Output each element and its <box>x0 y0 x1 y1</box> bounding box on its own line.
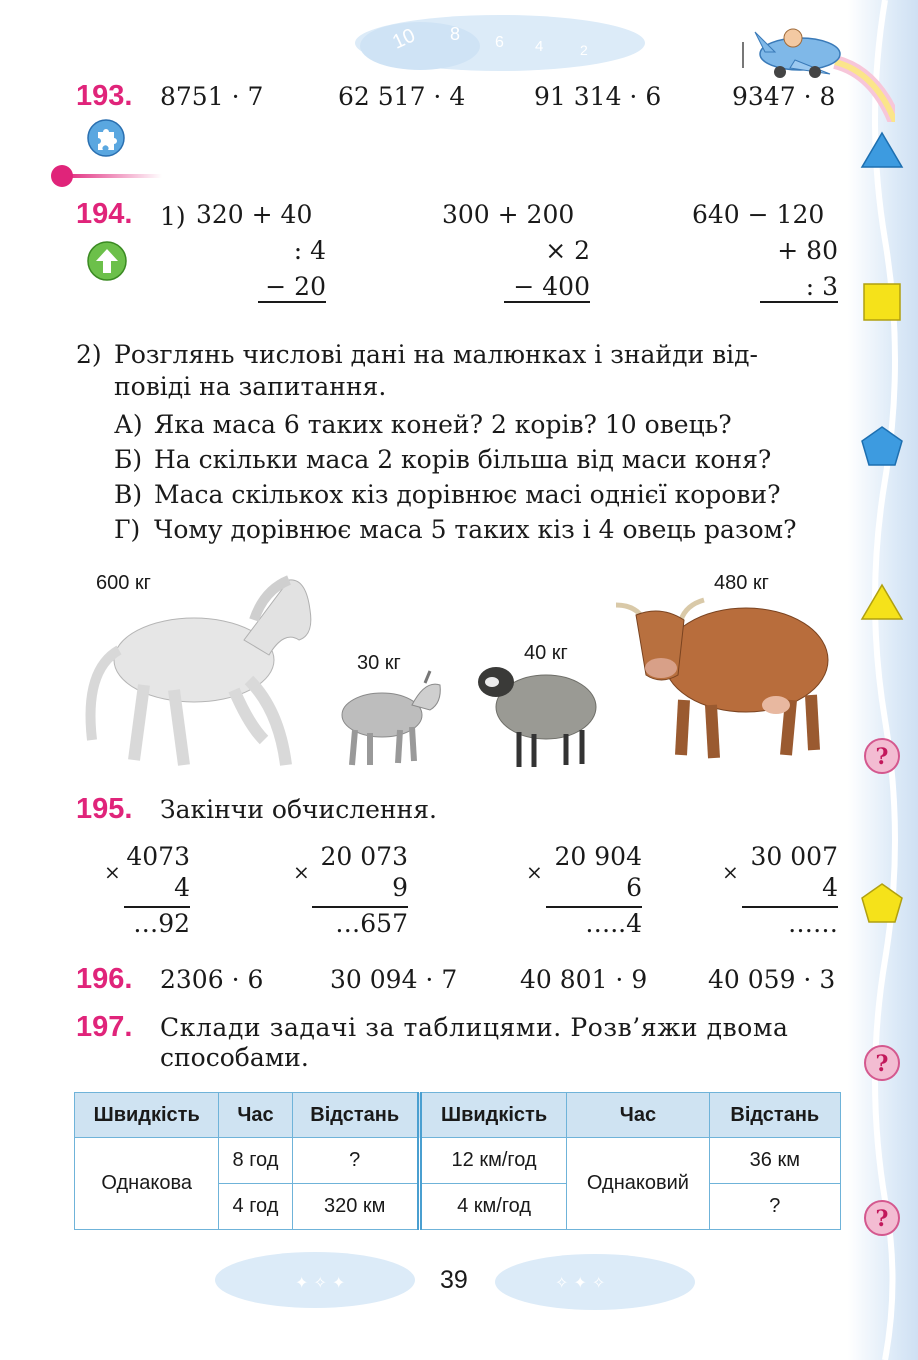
exercise-number: 193. <box>76 80 133 112</box>
cloud-number: 10 <box>389 24 419 54</box>
chain-step: × 2 <box>545 236 590 265</box>
table-cell: 8 год <box>219 1138 292 1184</box>
chain-step: : 4 <box>293 236 326 265</box>
multiplier: 9 <box>392 873 408 902</box>
multiply-sign: × <box>526 860 543 884</box>
pentagon-icon <box>860 425 904 467</box>
cow-mass: 480 кг <box>714 572 769 594</box>
partial-result: …657 <box>335 909 408 938</box>
expression: 91 314 · 6 <box>534 82 662 111</box>
sheep-image <box>474 652 602 770</box>
triangle-icon <box>860 130 904 170</box>
svg-text:?: ? <box>875 1206 889 1232</box>
cow-image <box>606 580 832 770</box>
svg-text:✧ ✦ ✧: ✧ ✦ ✧ <box>555 1273 606 1292</box>
multiplier: 4 <box>822 873 838 902</box>
table-cell: 36 км <box>709 1138 840 1184</box>
question-text: Чому дорівнює маса 5 таких кіз і 4 овець разом? <box>154 515 797 544</box>
task-title: Закінчи обчислення. <box>160 795 437 824</box>
table-cell: ? <box>709 1184 840 1230</box>
question-label: Г) <box>114 515 141 544</box>
multiply-sign: × <box>293 860 310 884</box>
puzzle-icon <box>86 118 126 158</box>
distance-table <box>74 1092 841 1230</box>
question-icon <box>862 1198 902 1238</box>
chain-step: : 3 <box>760 272 838 303</box>
square-icon <box>862 282 902 322</box>
goat-mass: 30 кг <box>357 652 401 674</box>
horse-image <box>74 560 324 775</box>
expression: 62 517 · 4 <box>338 82 466 111</box>
cloud-number: 4 <box>535 38 544 55</box>
goat-image <box>330 665 448 770</box>
multiplicand: 4073 <box>126 842 190 871</box>
side-wave <box>845 0 918 1360</box>
chain-start: 300 + 200 <box>442 200 575 229</box>
question-label: В) <box>114 480 143 509</box>
exercise-number: 197. <box>76 1011 133 1043</box>
table-header-row <box>75 1093 841 1138</box>
table-cell: ? <box>292 1138 419 1184</box>
expression: 8751 · 7 <box>160 82 264 111</box>
column-multiplication <box>312 841 408 939</box>
expression: 2306 · 6 <box>160 965 264 994</box>
chain-step: − 20 <box>258 272 326 303</box>
horse-mass: 600 кг <box>96 572 151 594</box>
multiply-sign: × <box>104 860 121 884</box>
question-label: А) <box>114 410 143 439</box>
expression: 30 094 · 7 <box>330 965 458 994</box>
partial-result: …92 <box>133 909 190 938</box>
table-row <box>75 1138 841 1184</box>
question-text: На скільки маса 2 корів більша від маси коня? <box>154 445 772 474</box>
table-cell: 4 год <box>219 1184 292 1230</box>
part-label: 1) <box>160 202 186 231</box>
table-header: Відстань <box>709 1093 840 1138</box>
chain-start: 640 − 120 <box>692 200 825 229</box>
task-text: Розглянь числові дані на малюнках і знайди від- <box>114 340 758 369</box>
task-text: способами. <box>160 1043 309 1072</box>
exercise-number: 194. <box>76 198 133 230</box>
question-icon <box>862 1043 902 1083</box>
column-multiplication <box>742 841 838 939</box>
table-cell: 4 км/год <box>419 1184 566 1230</box>
multiplicand: 20 073 <box>320 842 408 871</box>
svg-text:✦ ✧ ✦: ✦ ✧ ✦ <box>295 1273 346 1292</box>
table-header: Швидкість <box>419 1093 566 1138</box>
part-label: 2) <box>76 340 102 369</box>
expression: 40 801 · 9 <box>520 965 648 994</box>
cloud-number: 8 <box>450 24 461 44</box>
table-cell: Однаковий <box>567 1138 709 1230</box>
column-multiplication <box>124 841 190 939</box>
partial-result: …… <box>788 909 838 938</box>
expression: 9347 · 8 <box>732 82 836 111</box>
question-icon <box>862 736 902 776</box>
exercise-number: 195. <box>76 793 133 825</box>
svg-text:?: ? <box>875 1051 889 1077</box>
partial-result: …..4 <box>585 909 642 938</box>
table-header: Час <box>219 1093 292 1138</box>
chain-step: + 80 <box>777 236 838 265</box>
multiply-sign: × <box>722 860 739 884</box>
table-header: Швидкість <box>75 1093 219 1138</box>
multiplicand: 30 007 <box>750 842 838 871</box>
table-cell: Однакова <box>75 1138 219 1230</box>
exercise-number: 196. <box>76 963 133 995</box>
sheep-mass: 40 кг <box>524 642 568 664</box>
task-text: повіді на запитання. <box>114 372 387 401</box>
multiplicand: 20 904 <box>554 842 642 871</box>
column-multiplication <box>546 841 642 939</box>
task-text: Склади задачі за таблицями. Розв’яжи двома <box>160 1013 789 1042</box>
pentagon-icon <box>860 882 904 924</box>
table-header: Час <box>567 1093 709 1138</box>
chain-start: 320 + 40 <box>196 200 313 229</box>
table-cell: 12 км/год <box>419 1138 566 1184</box>
question-text: Яка маса 6 таких коней? 2 корів? 10 овець? <box>154 410 732 439</box>
chain-step: − 400 <box>504 272 590 303</box>
expression: 40 059 · 3 <box>708 965 836 994</box>
cloud-number: 6 <box>495 34 504 51</box>
svg-text:?: ? <box>875 744 889 770</box>
multiplier: 4 <box>174 873 190 902</box>
question-text: Маса скількох кіз дорівнює масі однієї корови? <box>154 480 781 509</box>
page-number: 39 <box>440 1266 468 1294</box>
table-cell: 320 км <box>292 1184 419 1230</box>
divider <box>48 162 168 190</box>
arrow-up-icon <box>86 240 128 282</box>
table-header: Відстань <box>292 1093 419 1138</box>
multiplier: 6 <box>626 873 642 902</box>
question-label: Б) <box>114 445 143 474</box>
triangle-icon <box>860 582 904 622</box>
cloud-number: 2 <box>580 42 588 58</box>
